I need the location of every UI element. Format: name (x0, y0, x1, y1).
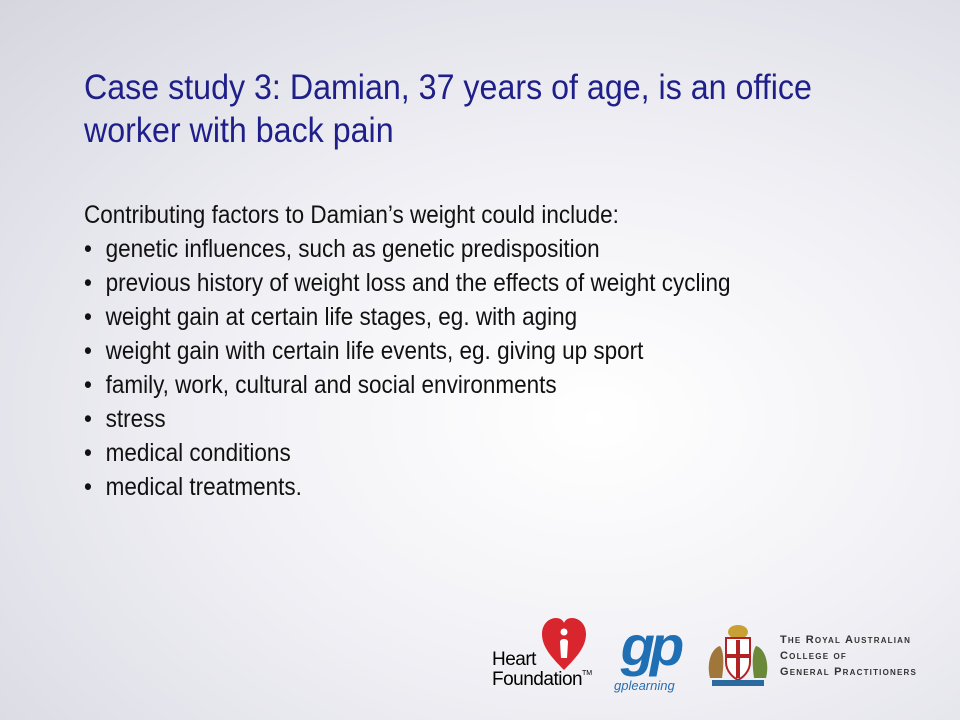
racgp-wordmark (780, 632, 940, 680)
list-item-text: previous history of weight loss and the effects of weight cycling (105, 269, 731, 297)
list-item-text: weight gain at certain life stages, eg. with aging (105, 303, 578, 331)
logo-strip (490, 612, 930, 702)
heart-foundation-line1: Heart (492, 649, 536, 670)
list-item (84, 436, 858, 470)
list-item (84, 470, 858, 504)
list-item-text: genetic influences, such as genetic predisposition (105, 235, 600, 263)
bullet-icon: • (84, 269, 92, 297)
list-item-text: medical conditions (105, 439, 291, 467)
intro-text: Contributing factors to Damian’s weight could include: (84, 201, 619, 229)
list-item (84, 368, 858, 402)
gp-learning-subtitle: gplearning (614, 678, 675, 693)
bullet-icon: • (84, 337, 92, 365)
bullet-icon: • (84, 473, 92, 501)
heart-foundation-line2: Foundation (492, 669, 583, 690)
bullet-icon: • (84, 405, 92, 433)
list-item (84, 232, 858, 266)
racgp-line3: General Practitioners (780, 666, 918, 678)
list-item (84, 334, 858, 368)
list-item (84, 300, 858, 334)
slide-title: Case study 3: Damian, 37 years of age, is an office worker with back pain (84, 68, 812, 150)
coat-of-arms-icon (702, 618, 774, 690)
list-item-text: stress (105, 405, 166, 433)
list-item-text: family, work, cultural and social environments (105, 371, 557, 399)
heart-foundation-wordmark (492, 650, 612, 690)
slide-body (84, 198, 858, 504)
list-item-text: weight gain with certain life events, eg. giving up sport (105, 337, 644, 365)
racgp-line2: College of (780, 650, 847, 662)
bullet-icon: • (84, 303, 92, 331)
heart-foundation-logo (490, 612, 600, 702)
list-item-text: medical treatments. (105, 473, 302, 501)
gp-wordmark: gp (620, 614, 680, 677)
list-item (84, 266, 858, 300)
list-item (84, 402, 858, 436)
bullet-icon: • (84, 235, 92, 263)
racgp-line1: The Royal Australian (780, 634, 912, 646)
bullet-icon: • (84, 371, 92, 399)
bullet-icon: • (84, 439, 92, 467)
factor-list (84, 232, 858, 504)
gp-learning-logo (608, 616, 692, 698)
trademark-mark: TM (582, 670, 593, 677)
